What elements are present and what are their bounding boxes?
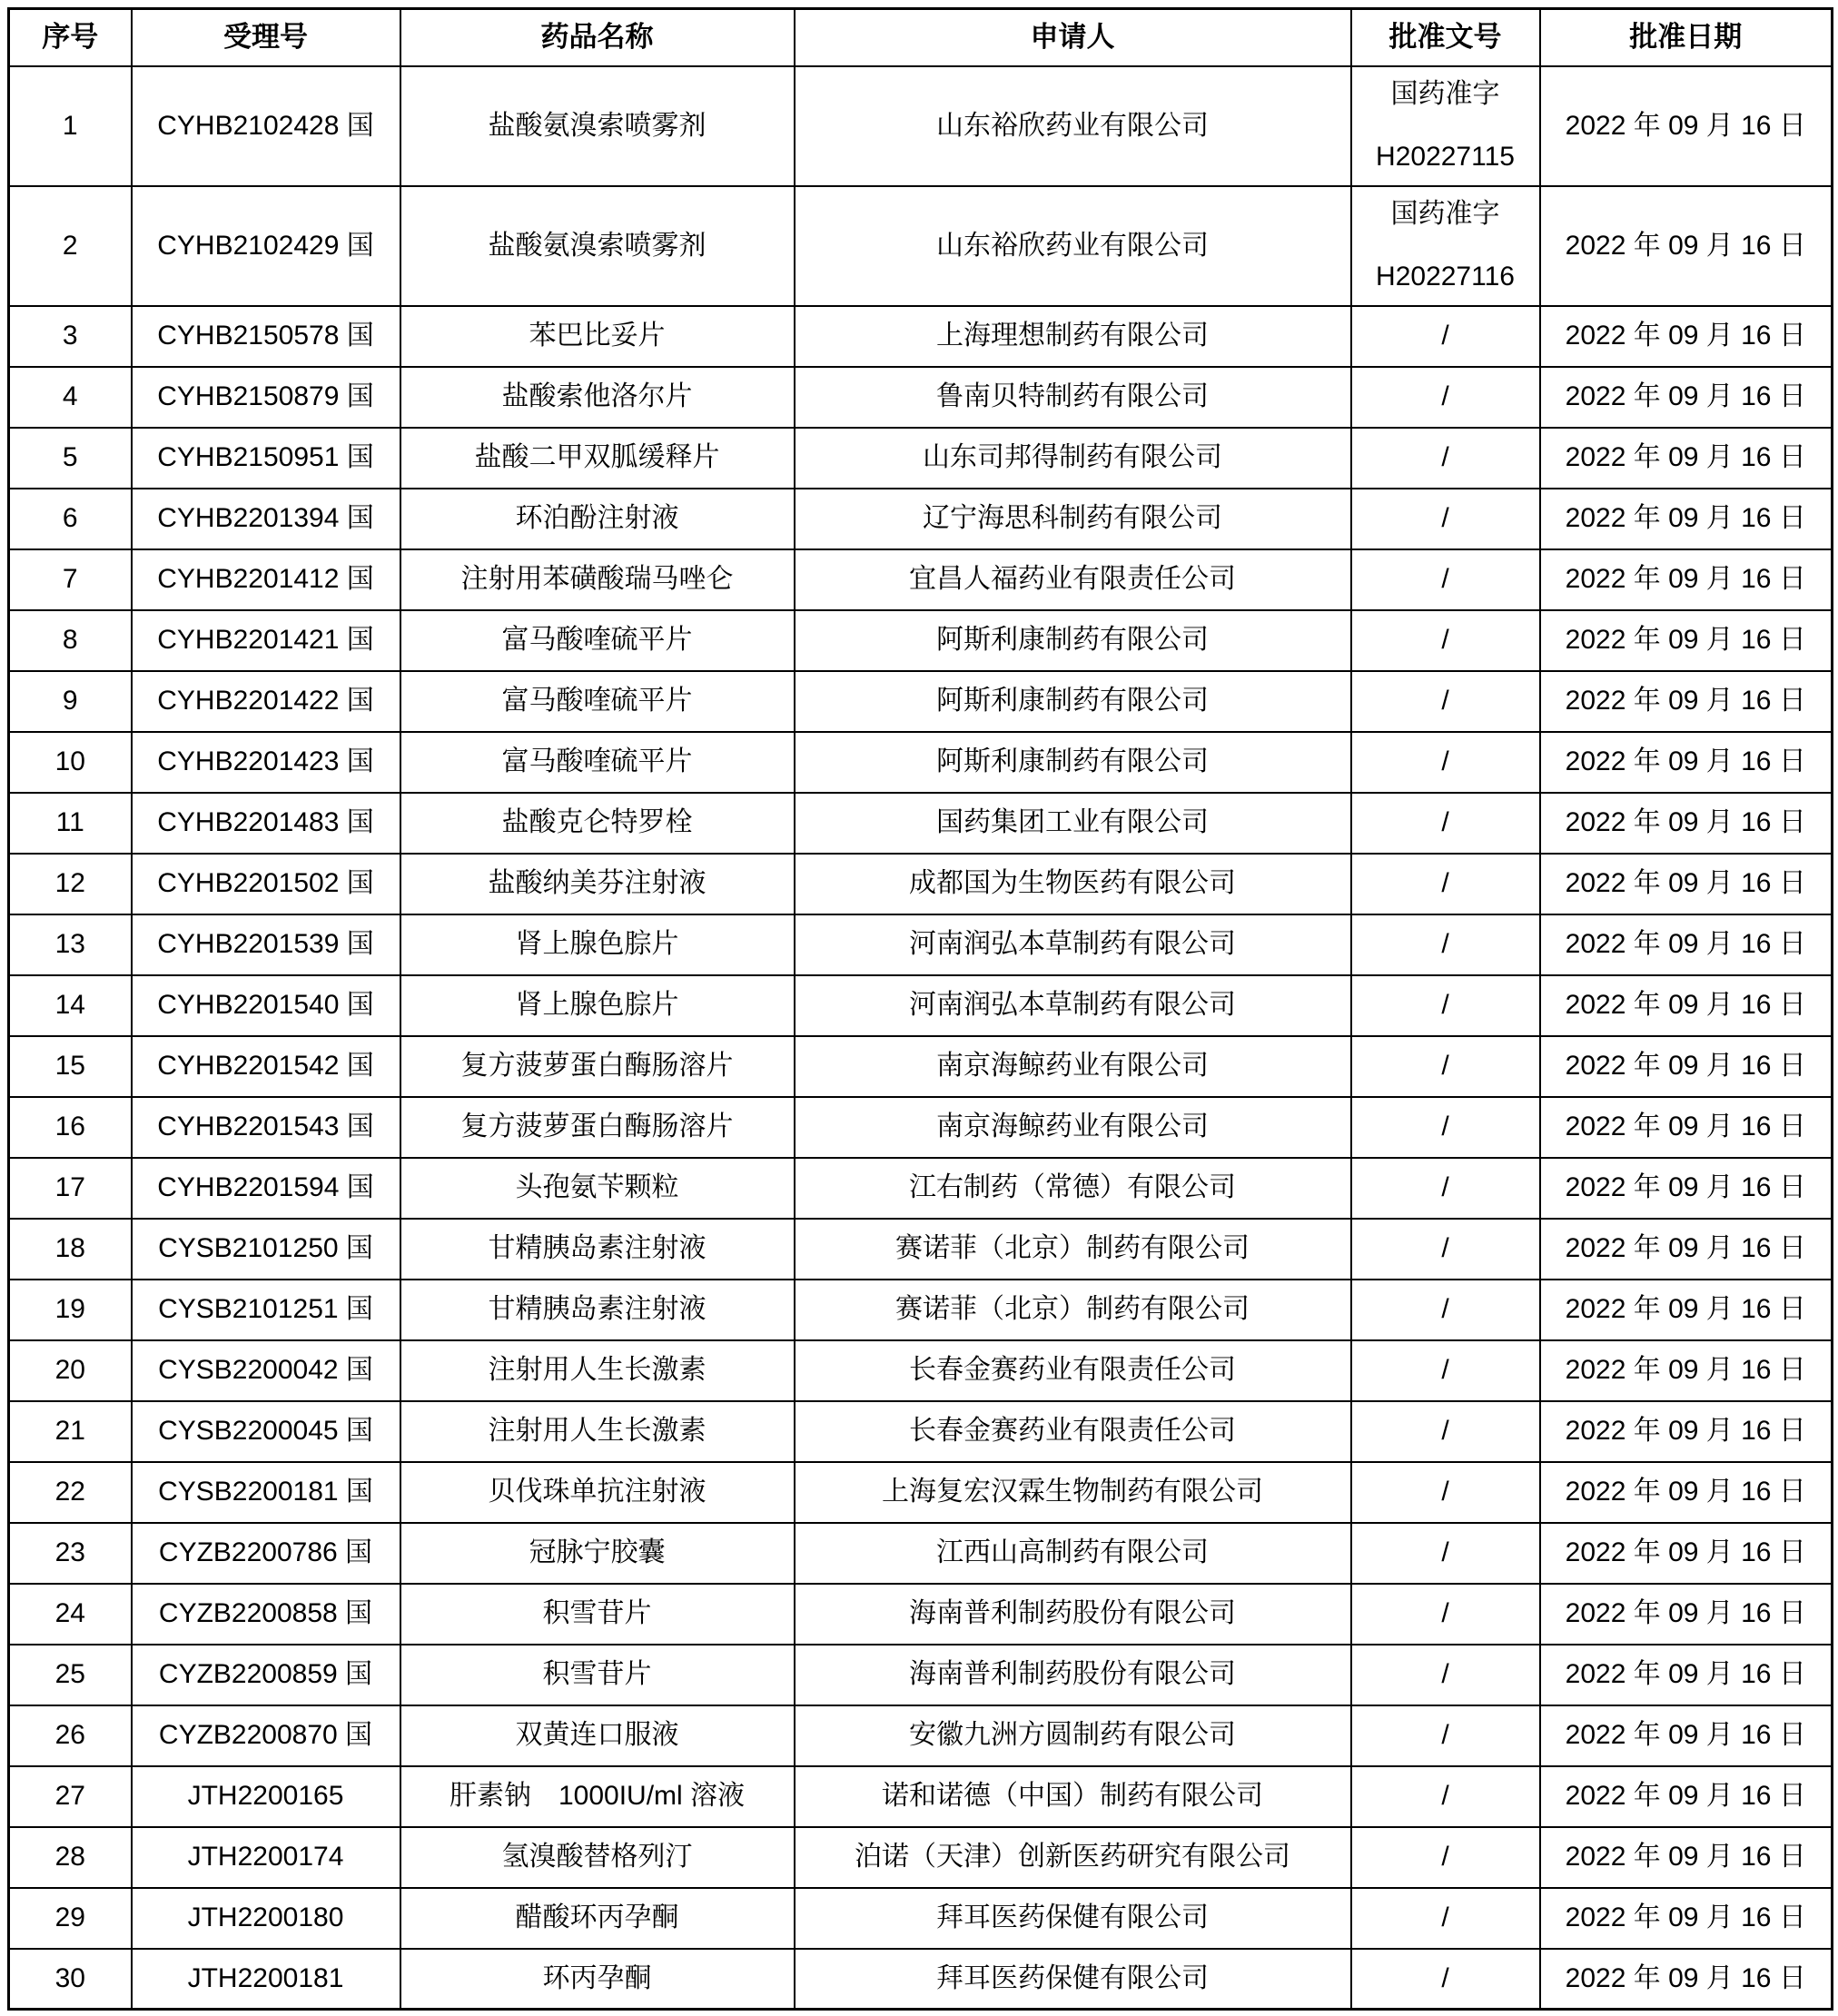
applicant-cell: 辽宁海思科制药有限公司 [795,489,1351,549]
serial-cell: 26 [9,1705,132,1766]
acceptance-no-cell: CYHB2201539 国 [132,914,400,975]
approval-date-cell: 2022 年 09 月 16 日 [1540,1097,1833,1158]
applicant-cell: 江右制药（常德）有限公司 [795,1158,1351,1219]
serial-cell: 4 [9,367,132,428]
applicant-cell: 国药集团工业有限公司 [795,793,1351,854]
approval-date-cell: 2022 年 09 月 16 日 [1540,1219,1833,1280]
table-row [9,186,1833,306]
table-row [9,306,1833,367]
acceptance-no-cell: CYSB2200045 国 [132,1401,400,1462]
acceptance-no-cell: CYHB2201394 国 [132,489,400,549]
table-row [9,1158,1833,1219]
acceptance-no-cell: CYHB2201421 国 [132,610,400,671]
acceptance-no-cell: CYHB2201483 国 [132,793,400,854]
applicant-cell: 拜耳医药保健有限公司 [795,1949,1351,2010]
table-row [9,610,1833,671]
applicant-cell: 长春金赛药业有限责任公司 [795,1401,1351,1462]
acceptance-no-cell: CYHB2150879 国 [132,367,400,428]
applicant-cell: 海南普利制药股份有限公司 [795,1645,1351,1705]
table-row [9,793,1833,854]
applicant-cell: 阿斯利康制药有限公司 [795,671,1351,732]
serial-cell: 11 [9,793,132,854]
approval-no-cell: / [1351,1036,1540,1097]
drug-name-cell: 肾上腺色腙片 [400,975,795,1036]
drug-name-cell: 氢溴酸替格列汀 [400,1827,795,1888]
applicant-cell: 安徽九洲方圆制药有限公司 [795,1705,1351,1766]
applicant-cell: 赛诺菲（北京）制药有限公司 [795,1280,1351,1340]
drug-name-cell: 头孢氨苄颗粒 [400,1158,795,1219]
acceptance-no-cell: CYHB2201594 国 [132,1158,400,1219]
approval-date-cell: 2022 年 09 月 16 日 [1540,367,1833,428]
acceptance-no-cell: CYSB2200042 国 [132,1340,400,1401]
acceptance-no-cell: CYHB2201543 国 [132,1097,400,1158]
table-row [9,1219,1833,1280]
serial-cell: 7 [9,549,132,610]
applicant-cell: 泊诺（天津）创新医药研究有限公司 [795,1827,1351,1888]
applicant-cell: 阿斯利康制药有限公司 [795,732,1351,793]
table-row [9,1280,1833,1340]
serial-cell: 3 [9,306,132,367]
approval-no-cell: / [1351,428,1540,489]
approval-no-cell: / [1351,367,1540,428]
approval-no-cell: / [1351,1888,1540,1949]
table-row [9,367,1833,428]
header-approval-no: 批准文号 [1351,9,1540,66]
applicant-cell: 成都国为生物医药有限公司 [795,854,1351,914]
approval-no-cell: 国药准字 H20227116 [1351,186,1540,306]
approval-date-cell: 2022 年 09 月 16 日 [1540,1158,1833,1219]
approval-no-cell: 国药准字 H20227115 [1351,66,1540,186]
acceptance-no-cell: CYHB2201540 国 [132,975,400,1036]
drug-name-cell: 富马酸喹硫平片 [400,610,795,671]
drug-name-cell: 盐酸纳美芬注射液 [400,854,795,914]
serial-cell: 19 [9,1280,132,1340]
acceptance-no-cell: CYSB2101251 国 [132,1280,400,1340]
approval-date-cell: 2022 年 09 月 16 日 [1540,1949,1833,2010]
approval-date-cell: 2022 年 09 月 16 日 [1540,489,1833,549]
table-row [9,1766,1833,1827]
table-row [9,1827,1833,1888]
applicant-cell: 江西山高制药有限公司 [795,1523,1351,1584]
applicant-cell: 鲁南贝特制药有限公司 [795,367,1351,428]
drug-name-cell: 环丙孕酮 [400,1949,795,2010]
header-serial: 序号 [9,9,132,66]
approval-date-cell: 2022 年 09 月 16 日 [1540,1280,1833,1340]
approval-date-cell: 2022 年 09 月 16 日 [1540,428,1833,489]
approval-no-cell: / [1351,1158,1540,1219]
drug-name-cell: 盐酸氨溴索喷雾剂 [400,66,795,186]
approval-date-cell: 2022 年 09 月 16 日 [1540,732,1833,793]
drug-name-cell: 盐酸二甲双胍缓释片 [400,428,795,489]
approval-no-cell: / [1351,1705,1540,1766]
serial-cell: 29 [9,1888,132,1949]
serial-cell: 20 [9,1340,132,1401]
approval-no-cell: / [1351,914,1540,975]
header-applicant: 申请人 [795,9,1351,66]
approval-date-cell: 2022 年 09 月 16 日 [1540,1705,1833,1766]
applicant-cell: 诺和诺德（中国）制药有限公司 [795,1766,1351,1827]
approval-date-cell: 2022 年 09 月 16 日 [1540,1340,1833,1401]
approval-no-cell: / [1351,1766,1540,1827]
approval-date-cell: 2022 年 09 月 16 日 [1540,1401,1833,1462]
approval-date-cell: 2022 年 09 月 16 日 [1540,1523,1833,1584]
table-row [9,1645,1833,1705]
approval-no-cell: / [1351,1827,1540,1888]
acceptance-no-cell: CYZB2200870 国 [132,1705,400,1766]
serial-cell: 8 [9,610,132,671]
approval-no-cell: / [1351,1401,1540,1462]
table-row [9,549,1833,610]
drug-name-cell: 双黄连口服液 [400,1705,795,1766]
table-row [9,489,1833,549]
header-row [9,9,1833,66]
serial-cell: 5 [9,428,132,489]
serial-cell: 17 [9,1158,132,1219]
table-row [9,428,1833,489]
drug-name-cell: 苯巴比妥片 [400,306,795,367]
approval-date-cell: 2022 年 09 月 16 日 [1540,914,1833,975]
approval-no-cell: / [1351,1523,1540,1584]
drug-name-cell: 肾上腺色腙片 [400,914,795,975]
approval-date-cell: 2022 年 09 月 16 日 [1540,306,1833,367]
drug-name-cell: 环泊酚注射液 [400,489,795,549]
serial-cell: 28 [9,1827,132,1888]
table-row [9,671,1833,732]
table-row [9,1036,1833,1097]
acceptance-no-cell: CYZB2200858 国 [132,1584,400,1645]
acceptance-no-cell: CYZB2200859 国 [132,1645,400,1705]
approval-no-cell: / [1351,549,1540,610]
applicant-cell: 河南润弘本草制药有限公司 [795,914,1351,975]
applicant-cell: 山东裕欣药业有限公司 [795,186,1351,306]
acceptance-no-cell: CYSB2200181 国 [132,1462,400,1523]
acceptance-no-cell: CYHB2201422 国 [132,671,400,732]
drug-name-cell: 醋酸环丙孕酮 [400,1888,795,1949]
drug-name-cell: 富马酸喹硫平片 [400,671,795,732]
table-row [9,1888,1833,1949]
drug-name-cell: 积雪苷片 [400,1584,795,1645]
serial-cell: 24 [9,1584,132,1645]
serial-cell: 15 [9,1036,132,1097]
approval-date-cell: 2022 年 09 月 16 日 [1540,1645,1833,1705]
drug-name-cell: 肝素钠 1000IU/ml 溶液 [400,1766,795,1827]
acceptance-no-cell: CYHB2201542 国 [132,1036,400,1097]
applicant-cell: 山东司邦得制药有限公司 [795,428,1351,489]
acceptance-no-cell: JTH2200174 [132,1827,400,1888]
applicant-cell: 海南普利制药股份有限公司 [795,1584,1351,1645]
approval-date-cell: 2022 年 09 月 16 日 [1540,66,1833,186]
drug-name-cell: 贝伐珠单抗注射液 [400,1462,795,1523]
applicant-cell: 上海理想制药有限公司 [795,306,1351,367]
serial-cell: 27 [9,1766,132,1827]
approval-date-cell: 2022 年 09 月 16 日 [1540,186,1833,306]
approval-no-cell: / [1351,1645,1540,1705]
serial-cell: 9 [9,671,132,732]
approval-no-cell: / [1351,793,1540,854]
approval-no-cell: / [1351,1097,1540,1158]
approval-date-cell: 2022 年 09 月 16 日 [1540,854,1833,914]
approval-no-cell: / [1351,489,1540,549]
table-row [9,1401,1833,1462]
approval-no-cell: / [1351,1280,1540,1340]
drug-name-cell: 冠脉宁胶囊 [400,1523,795,1584]
drug-name-cell: 甘精胰岛素注射液 [400,1219,795,1280]
table-row [9,1523,1833,1584]
drug-name-cell: 甘精胰岛素注射液 [400,1280,795,1340]
serial-cell: 30 [9,1949,132,2010]
drug-name-cell: 注射用人生长激素 [400,1340,795,1401]
approval-no-cell: / [1351,671,1540,732]
applicant-cell: 拜耳医药保健有限公司 [795,1888,1351,1949]
approval-no-cell: / [1351,854,1540,914]
applicant-cell: 山东裕欣药业有限公司 [795,66,1351,186]
drug-approval-table [7,7,1833,2011]
approval-no-cell: / [1351,1340,1540,1401]
drug-name-cell: 盐酸氨溴索喷雾剂 [400,186,795,306]
approval-date-cell: 2022 年 09 月 16 日 [1540,1036,1833,1097]
approval-no-cell: / [1351,1219,1540,1280]
serial-cell: 22 [9,1462,132,1523]
serial-cell: 1 [9,66,132,186]
drug-name-cell: 注射用人生长激素 [400,1401,795,1462]
acceptance-no-cell: CYHB2150578 国 [132,306,400,367]
serial-cell: 2 [9,186,132,306]
table-row [9,1584,1833,1645]
acceptance-no-cell: CYHB2102429 国 [132,186,400,306]
header-acceptance-no: 受理号 [132,9,400,66]
approval-date-cell: 2022 年 09 月 16 日 [1540,610,1833,671]
acceptance-no-cell: JTH2200180 [132,1888,400,1949]
approval-no-cell: / [1351,1584,1540,1645]
table-row [9,66,1833,186]
approval-date-cell: 2022 年 09 月 16 日 [1540,1827,1833,1888]
table-body [9,66,1833,2010]
approval-date-cell: 2022 年 09 月 16 日 [1540,793,1833,854]
table-row [9,732,1833,793]
approval-date-cell: 2022 年 09 月 16 日 [1540,975,1833,1036]
drug-name-cell: 富马酸喹硫平片 [400,732,795,793]
serial-cell: 13 [9,914,132,975]
table-header [9,9,1833,66]
table-row [9,975,1833,1036]
serial-cell: 16 [9,1097,132,1158]
applicant-cell: 上海复宏汉霖生物制药有限公司 [795,1462,1351,1523]
drug-name-cell: 盐酸索他洛尔片 [400,367,795,428]
acceptance-no-cell: CYHB2201423 国 [132,732,400,793]
drug-name-cell: 复方菠萝蛋白酶肠溶片 [400,1097,795,1158]
approval-no-cell: / [1351,975,1540,1036]
serial-cell: 10 [9,732,132,793]
approval-no-cell: / [1351,306,1540,367]
acceptance-no-cell: CYHB2201502 国 [132,854,400,914]
table-row [9,1949,1833,2010]
table-row [9,854,1833,914]
drug-name-cell: 注射用苯磺酸瑞马唑仑 [400,549,795,610]
applicant-cell: 赛诺菲（北京）制药有限公司 [795,1219,1351,1280]
acceptance-no-cell: JTH2200181 [132,1949,400,2010]
approval-no-cell: / [1351,1949,1540,2010]
serial-cell: 25 [9,1645,132,1705]
drug-name-cell: 盐酸克仑特罗栓 [400,793,795,854]
approval-no-cell: / [1351,610,1540,671]
approval-date-cell: 2022 年 09 月 16 日 [1540,1462,1833,1523]
acceptance-no-cell: JTH2200165 [132,1766,400,1827]
serial-cell: 14 [9,975,132,1036]
applicant-cell: 长春金赛药业有限责任公司 [795,1340,1351,1401]
approval-date-cell: 2022 年 09 月 16 日 [1540,549,1833,610]
header-drug-name: 药品名称 [400,9,795,66]
drug-name-cell: 复方菠萝蛋白酶肠溶片 [400,1036,795,1097]
serial-cell: 12 [9,854,132,914]
acceptance-no-cell: CYZB2200786 国 [132,1523,400,1584]
applicant-cell: 阿斯利康制药有限公司 [795,610,1351,671]
acceptance-no-cell: CYHB2150951 国 [132,428,400,489]
acceptance-no-cell: CYHB2201412 国 [132,549,400,610]
table-row [9,1340,1833,1401]
applicant-cell: 南京海鲸药业有限公司 [795,1036,1351,1097]
approval-no-cell: / [1351,1462,1540,1523]
table-row [9,914,1833,975]
serial-cell: 21 [9,1401,132,1462]
approval-date-cell: 2022 年 09 月 16 日 [1540,1888,1833,1949]
table-row [9,1462,1833,1523]
table-row [9,1097,1833,1158]
acceptance-no-cell: CYHB2102428 国 [132,66,400,186]
header-approval-date: 批准日期 [1540,9,1833,66]
serial-cell: 18 [9,1219,132,1280]
applicant-cell: 南京海鲸药业有限公司 [795,1097,1351,1158]
approval-no-cell: / [1351,732,1540,793]
approval-date-cell: 2022 年 09 月 16 日 [1540,671,1833,732]
drug-name-cell: 积雪苷片 [400,1645,795,1705]
serial-cell: 6 [9,489,132,549]
applicant-cell: 宜昌人福药业有限责任公司 [795,549,1351,610]
table-row [9,1705,1833,1766]
applicant-cell: 河南润弘本草制药有限公司 [795,975,1351,1036]
approval-date-cell: 2022 年 09 月 16 日 [1540,1584,1833,1645]
approval-date-cell: 2022 年 09 月 16 日 [1540,1766,1833,1827]
serial-cell: 23 [9,1523,132,1584]
acceptance-no-cell: CYSB2101250 国 [132,1219,400,1280]
